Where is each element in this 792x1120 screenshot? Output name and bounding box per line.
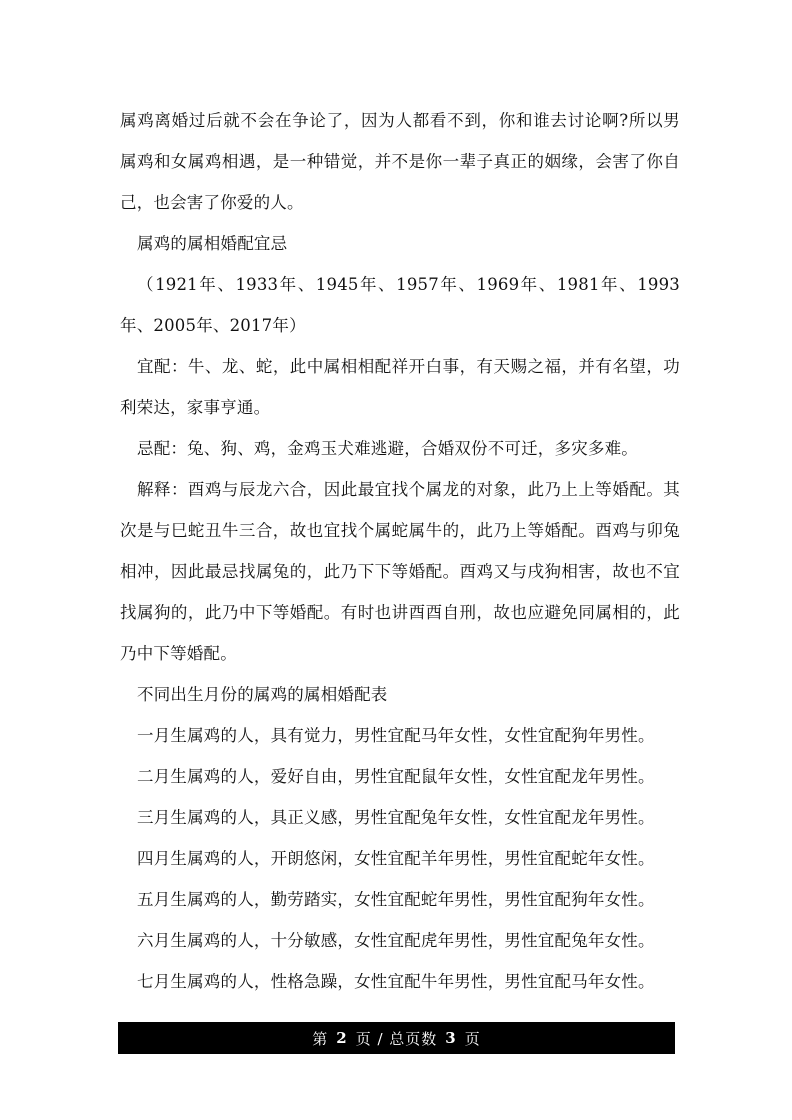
paragraph: 解释：酉鸡与辰龙六合，因此最宜找个属龙的对象，此乃上上等婚配。其次是与巳蛇丑牛三合，故也宜找个属蛇属牛的，此乃上等婚配。酉鸡与卯兔相冲，因此最忌找属兔的，此乃下下等婚配。酉鸡又与戌狗相害，故也不宜找属狗的，此乃中下等婚配。有时也讲酉酉自刑，故也应避免同属相的，此乃中下等婚配。 bbox=[120, 480, 680, 663]
paragraph: 属鸡的属相婚配宜忌 bbox=[137, 234, 288, 253]
document-body bbox=[120, 100, 680, 1002]
paragraph: 忌配：兔、狗、鸡，金鸡玉犬难逃避，合婚双份不可迁，多灾多难。 bbox=[137, 439, 638, 458]
paragraph: 七月生属鸡的人，性格急躁，女性宜配牛年男性，男性宜配马年女性。 bbox=[137, 972, 655, 991]
paragraph: 属鸡离婚过后就不会在争论了，因为人都看不到，你和谁去讨论啊?所以男属鸡和女属鸡相遇，是一种错觉，并不是你一辈子真正的姻缘，会害了你自己，也会害了你爱的人。 bbox=[120, 111, 680, 212]
current-page-number: 2 bbox=[336, 1029, 348, 1047]
paragraph: 五月生属鸡的人，勤劳踏实，女性宜配蛇年男性，男性宜配狗年女性。 bbox=[137, 890, 655, 909]
paragraph: 四月生属鸡的人，开朗悠闲，女性宜配羊年男性，男性宜配蛇年女性。 bbox=[137, 849, 655, 868]
paragraph: 六月生属鸡的人，十分敏感，女性宜配虎年男性，男性宜配兔年女性。 bbox=[137, 931, 655, 950]
paragraph: 宜配：牛、龙、蛇，此中属相相配祥开白事，有天赐之福，并有名望，功利荣达，家事亨通。 bbox=[120, 357, 680, 417]
footer-prefix: 第 bbox=[312, 1029, 329, 1048]
total-page-count: 3 bbox=[445, 1029, 457, 1047]
paragraph: 一月生属鸡的人，具有觉力，男性宜配马年女性，女性宜配狗年男性。 bbox=[137, 726, 655, 745]
page-footer bbox=[118, 1022, 675, 1054]
footer-suffix: 页 bbox=[464, 1029, 481, 1048]
paragraph: 三月生属鸡的人，具正义感，男性宜配兔年女性，女性宜配龙年男性。 bbox=[137, 808, 655, 827]
paragraph: 二月生属鸡的人，爱好自由，男性宜配鼠年女性，女性宜配龙年男性。 bbox=[137, 767, 655, 786]
paragraph: （1921年、1933年、1945年、1957年、1969年、1981年、1993年、2005年、2017年） bbox=[120, 275, 680, 335]
paragraph: 不同出生月份的属鸡的属相婚配表 bbox=[137, 685, 388, 704]
footer-middle: 页 / 总页数 bbox=[355, 1029, 438, 1048]
